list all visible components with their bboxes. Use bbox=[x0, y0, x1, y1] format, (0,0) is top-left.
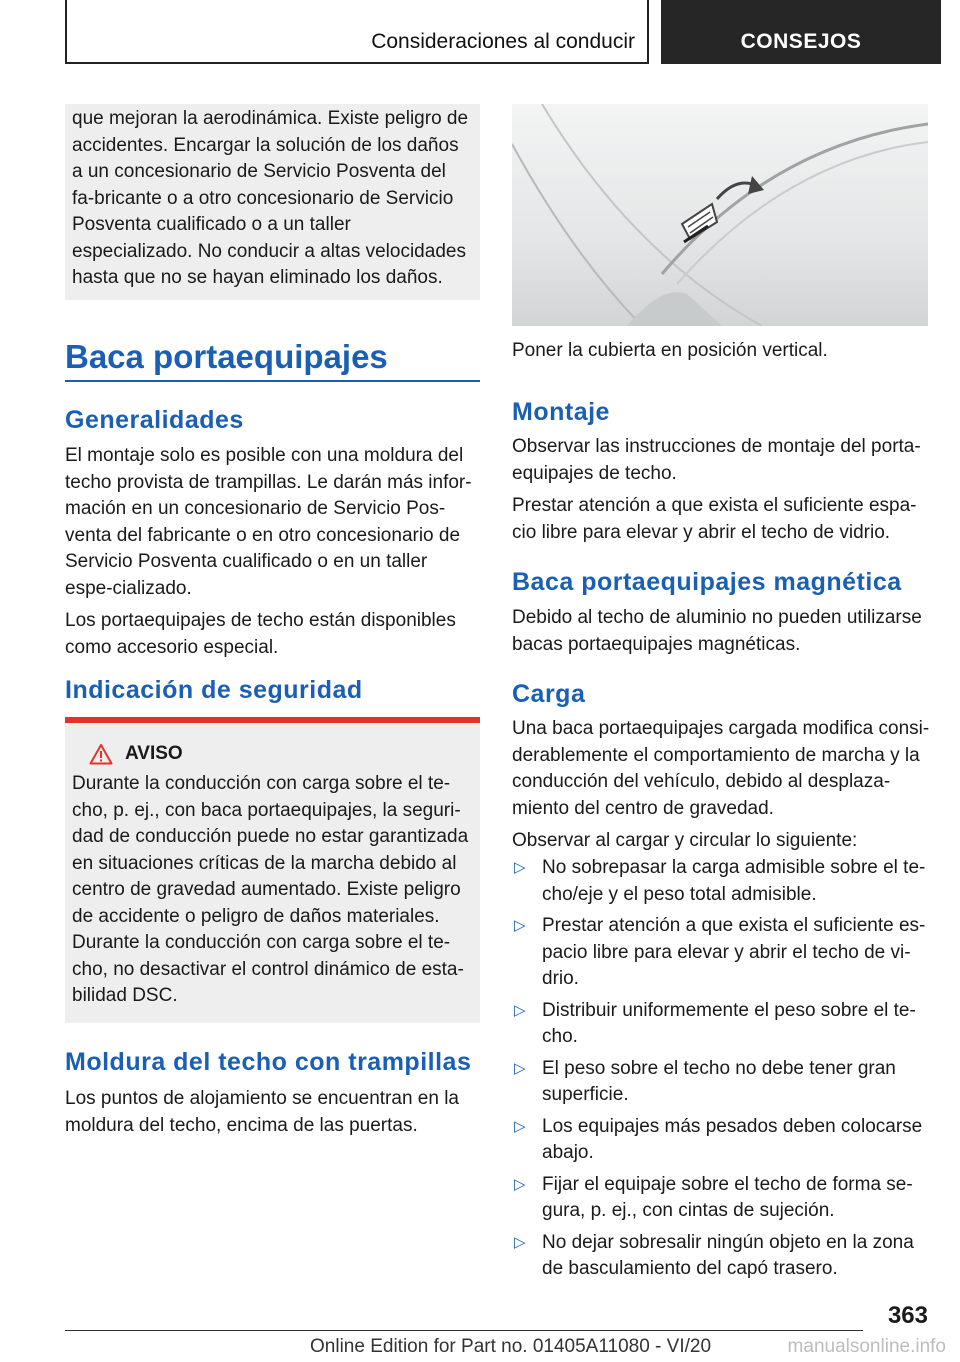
magnetica-text: Debido al techo de aluminio no pueden utilizarse bacas portaequipajes magnéticas. bbox=[512, 607, 922, 655]
list-item: ▷ Fijar el equipaje sobre el techo de forma se-gura, p. ej., con cintas de sujeción. bbox=[514, 1173, 913, 1221]
bullet-marker-icon: ▷ bbox=[514, 1175, 526, 1193]
list-item: ▷ El peso sobre el techo no debe tener gran superficie. bbox=[514, 1057, 896, 1105]
list-item: ▷ Prestar atención a que exista el suficiente es-pacio libre para elevar y abrir el techo de vi-drio. bbox=[514, 915, 926, 989]
carga-paragraph-2: Observar al cargar y circular lo siguiente: bbox=[512, 830, 858, 851]
header-section-box bbox=[65, 0, 649, 64]
bullet-marker-icon: ▷ bbox=[514, 1117, 526, 1135]
bullet-marker-icon: ▷ bbox=[514, 1001, 526, 1019]
list-item: ▷ No sobrepasar la carga admisible sobre el te-cho/eje y el peso total admisible. bbox=[514, 857, 926, 905]
footer-edition: Online Edition for Part no. 01405A11080 - VI/20 bbox=[310, 1336, 712, 1357]
page-title: Baca portaequipajes bbox=[65, 338, 388, 375]
warning-label: AVISO bbox=[125, 743, 183, 764]
warning-header bbox=[72, 743, 470, 771]
figure-caption: Poner la cubierta en posición vertical. bbox=[512, 340, 828, 361]
montaje-paragraph-2: Prestar atención a que exista el suficiente espa-cio libre para elevar y abrir el techo de vidrio. bbox=[512, 495, 917, 543]
warning-text: Durante la conducción con carga sobre el te-cho, p. ej., con baca portaequipajes, la seguri-dad de conducción puede no estar garantizada en situaciones críticas de la marcha debido al centro de gravedad aumentado. Existe peligro de accidente o peligro de daños materiales. Durante la conducción con carga sobre el te-cho, no desactivar el control dinámico de esta-bilidad DSC. bbox=[72, 773, 469, 1006]
warning-box bbox=[65, 723, 480, 1023]
footer-rule bbox=[65, 1330, 863, 1331]
moldura-heading: Moldura del techo con trampillas bbox=[65, 1048, 472, 1076]
carga-paragraph-1: Una baca portaequipajes cargada modifica consi-derablemente el comportamiento de marcha y la conducción del vehículo, debido al desplaza-miento del centro de gravedad. bbox=[512, 718, 930, 819]
generalidades-paragraph-2: Los portaequipajes de techo están disponibles como accesorio especial. bbox=[65, 610, 456, 658]
magnetica-heading: Baca portaequipajes magnética bbox=[512, 568, 902, 596]
bullet-marker-icon: ▷ bbox=[514, 1059, 526, 1077]
carga-body bbox=[512, 716, 932, 855]
roof-illustration-graphic bbox=[512, 104, 928, 326]
title-rule bbox=[65, 380, 480, 382]
moldura-text: Los puntos de alojamiento se encuentran en la moldura del techo, encima de las puertas. bbox=[65, 1088, 459, 1136]
generalidades-paragraph-1: El montaje solo es posible con una moldura del techo provista de trampillas. Le darán más infor-mación en un concesionario de Servicio Pos-venta del fabricante o en otro concesionario de Servicio Posventa cualificado o en un taller espe-cializado. bbox=[65, 445, 472, 599]
generalidades-heading: Generalidades bbox=[65, 406, 244, 434]
roof-cover-illustration bbox=[512, 104, 928, 326]
figure-caption-block bbox=[512, 338, 932, 365]
carga-bullet-list bbox=[512, 855, 932, 1288]
montaje-heading: Montaje bbox=[512, 398, 610, 426]
header-section-title: Consideraciones al conducir bbox=[371, 30, 635, 53]
intro-note-text: que mejoran la aerodinámica. Existe peligro de accidentes. Encargar la solución de los daños a un concesionario de Servicio Posventa del fa-bricante o a otro concesionario de Servicio Posventa cualificado o a un taller especializado. No conducir a altas velocidades hasta que no se hayan eliminado los daños. bbox=[72, 108, 469, 288]
moldura-body bbox=[65, 1086, 480, 1139]
montaje-paragraph-1: Observar las instrucciones de montaje del porta-equipajes de techo. bbox=[512, 436, 921, 484]
list-item: ▷ No dejar sobresalir ningún objeto en la zona de basculamiento del capó trasero. bbox=[514, 1231, 914, 1279]
bullet-marker-icon: ▷ bbox=[514, 1233, 526, 1251]
header-tag-box bbox=[661, 0, 941, 64]
seguridad-heading: Indicación de seguridad bbox=[65, 676, 363, 704]
carga-heading: Carga bbox=[512, 680, 586, 708]
list-item: ▷ Distribuir uniformemente el peso sobre el te-cho. bbox=[514, 999, 916, 1047]
bullet-marker-icon: ▷ bbox=[514, 859, 526, 876]
page-number: 363 bbox=[887, 1302, 928, 1329]
header-tag-label: CONSEJOS bbox=[740, 30, 862, 53]
intro-note-box bbox=[65, 104, 480, 300]
bullet-marker-icon: ▷ bbox=[514, 917, 526, 934]
list-item: ▷ Los equipajes más pesados deben colocarse abajo. bbox=[514, 1115, 923, 1163]
warning-triangle-icon bbox=[89, 743, 113, 765]
montaje-body bbox=[512, 434, 932, 546]
magnetica-body bbox=[512, 605, 932, 658]
footer-watermark: manualsonline.info bbox=[787, 1336, 946, 1357]
generalidades-body bbox=[65, 443, 480, 661]
